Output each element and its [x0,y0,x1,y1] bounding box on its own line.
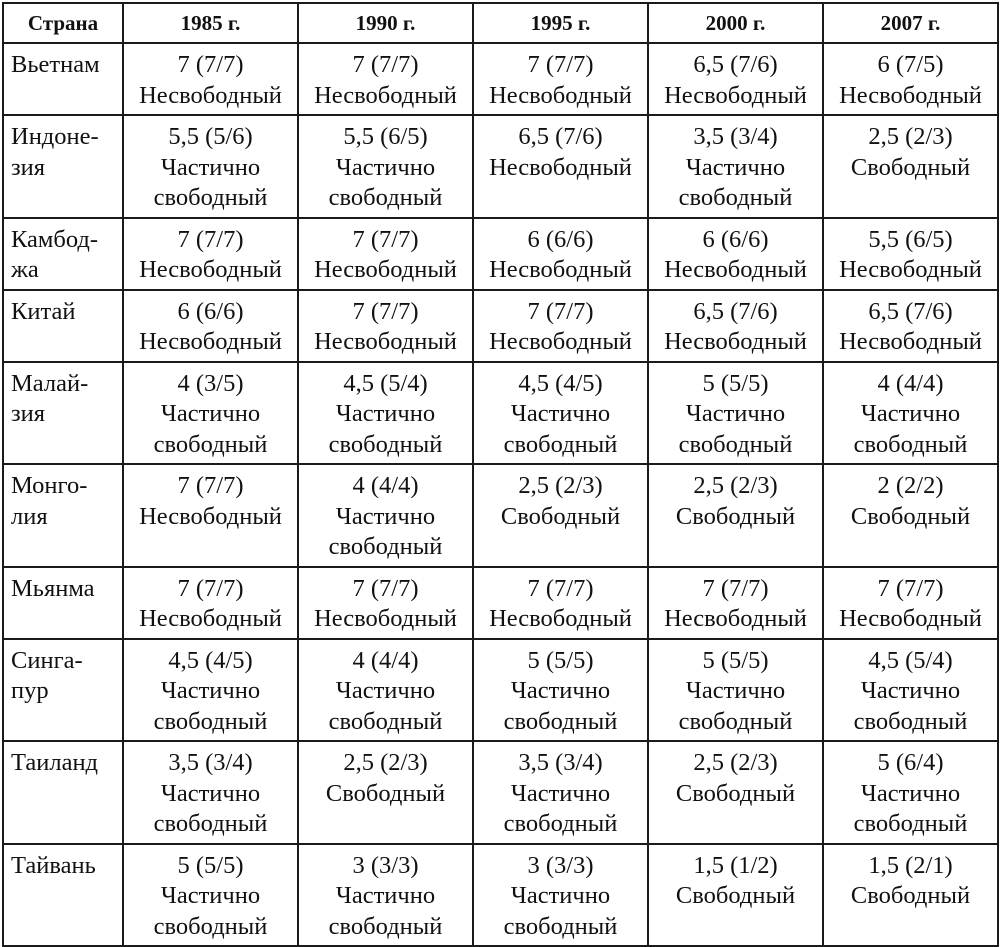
rating-cell [123,218,298,290]
rating-cell [123,741,298,844]
rating-score: 3,5 (3/4) [168,749,253,776]
rating-cell [648,115,823,218]
rating-status: Несвободный [489,256,632,283]
rating-status: Частично [860,779,961,807]
country-name-line: Тайвань [11,851,96,879]
rating-score: 4,5 (5/4) [343,369,428,397]
rating-status: свободный [153,184,268,211]
rating-cell [823,567,998,639]
rating-cell [823,464,998,567]
rating-cell [473,567,648,639]
rating-cell [123,115,298,218]
rating-score: 4,5 (4/5) [168,646,253,674]
rating-status: свободный [853,810,968,837]
rating-status: Частично [510,779,611,807]
rating-score: 2,5 (2/3) [343,749,428,776]
rating-score: 5 (5/5) [177,851,244,879]
country-cell [3,218,123,290]
rating-score: 4,5 (4/5) [518,369,603,397]
rating-status: Несвободный [839,328,982,355]
rating-status: свободный [678,707,793,735]
rating-status: Частично [335,677,436,704]
rating-status: Свободный [850,502,971,530]
rating-status: Свободный [675,502,796,530]
country-name-line: зия [11,400,46,427]
rating-cell [648,741,823,844]
rating-status: свободный [153,707,268,735]
rating-status: Несвободный [314,81,457,109]
rating-score: 1,5 (2/1) [868,851,953,879]
rating-cell [298,362,473,465]
rating-cell [123,639,298,742]
rating-status: Частично [685,400,786,427]
rating-cell [298,43,473,115]
table-row [3,741,998,844]
rating-cell [648,464,823,567]
freedom-ratings-table [2,2,999,947]
rating-cell [473,844,648,947]
rating-status: свободный [328,707,443,735]
rating-cell [298,290,473,362]
rating-status: Частично [335,153,436,181]
header-year-1985: 1985 г. [123,3,298,43]
country-name-line: Вьетнам [11,51,100,78]
rating-status: Частично [335,400,436,427]
rating-score: 5,5 (6/5) [868,225,953,253]
rating-status: свободный [853,430,968,458]
table-row [3,567,998,639]
rating-cell [823,741,998,844]
rating-score: 4,5 (5/4) [868,646,953,674]
country-name-line: жа [11,256,39,283]
header-year-2007: 2007 г. [823,3,998,43]
rating-score: 4 (4/4) [352,472,419,499]
rating-score: 6 (6/6) [702,225,769,253]
rating-score: 6,5 (7/6) [518,123,603,150]
rating-score: 1,5 (1/2) [693,851,778,879]
rating-cell [298,218,473,290]
rating-cell [823,290,998,362]
rating-score: 5 (5/5) [527,646,594,674]
header-year-2000: 2000 г. [648,3,823,43]
country-name-line: Синга- [11,646,83,674]
rating-status: Несвободный [839,81,982,109]
rating-status: свободный [328,912,443,940]
table-row [3,218,998,290]
rating-score: 7 (7/7) [177,225,244,253]
rating-score: 5 (5/5) [702,369,769,397]
rating-cell [823,218,998,290]
country-name-line: Мьянма [11,574,95,602]
rating-status: свободный [853,707,968,735]
rating-status: свободный [678,184,793,211]
rating-score: 2,5 (2/3) [868,123,953,150]
rating-cell [648,218,823,290]
rating-status: свободный [503,810,618,837]
table-row [3,362,998,465]
rating-status: свободный [328,533,443,560]
rating-status: свободный [503,707,618,735]
rating-cell [298,741,473,844]
rating-cell [123,844,298,947]
rating-status: Частично [860,400,961,427]
rating-score: 7 (7/7) [527,297,594,325]
rating-score: 2,5 (2/3) [518,472,603,499]
rating-cell [298,639,473,742]
table-body [3,43,998,946]
rating-status: Частично [510,400,611,427]
rating-status: свободный [328,430,443,458]
rating-cell [298,567,473,639]
rating-score: 2 (2/2) [877,472,944,499]
rating-cell [648,290,823,362]
rating-status: Несвободный [139,502,282,530]
country-cell [3,567,123,639]
rating-cell [473,218,648,290]
rating-score: 3,5 (3/4) [693,123,778,150]
rating-cell [648,43,823,115]
rating-status: Частично [160,400,261,427]
table-row [3,464,998,567]
rating-score: 7 (7/7) [352,574,419,602]
rating-status: Несвободный [664,605,807,632]
country-name-line: Монго- [11,472,88,499]
rating-status: Несвободный [314,256,457,283]
rating-cell [298,844,473,947]
rating-score: 5,5 (5/6) [168,123,253,150]
rating-status: Несвободный [139,328,282,355]
rating-score: 5 (5/5) [702,646,769,674]
rating-status: Свободный [325,779,446,807]
country-cell [3,362,123,465]
rating-status: Несвободный [489,153,632,181]
rating-score: 7 (7/7) [527,574,594,602]
rating-status: Несвободный [664,256,807,283]
rating-status: Частично [335,882,436,909]
rating-cell [473,639,648,742]
rating-cell [123,464,298,567]
country-name-line: Камбод- [11,225,99,253]
table-row [3,844,998,947]
rating-score: 6 (7/5) [877,51,944,78]
rating-status: Несвободный [139,256,282,283]
rating-status: Несвободный [139,605,282,632]
rating-cell [823,115,998,218]
rating-score: 6,5 (7/6) [693,51,778,78]
rating-status: Несвободный [839,256,982,283]
table-row [3,115,998,218]
rating-status: свободный [503,430,618,458]
country-name-line: пур [11,677,49,704]
rating-score: 7 (7/7) [702,574,769,602]
rating-status: Частично [510,677,611,704]
rating-score: 4 (3/5) [177,369,244,397]
rating-score: 7 (7/7) [352,297,419,325]
rating-status: Частично [510,882,611,909]
table-row [3,43,998,115]
rating-score: 7 (7/7) [352,51,419,78]
rating-status: Несвободный [314,328,457,355]
rating-score: 4 (4/4) [877,369,944,397]
rating-status: свободный [328,184,443,211]
rating-score: 6 (6/6) [527,225,594,253]
header-year-1995: 1995 г. [473,3,648,43]
rating-score: 2,5 (2/3) [693,749,778,776]
rating-status: Частично [335,502,436,530]
country-name-line: лия [11,502,48,530]
rating-status: Частично [160,779,261,807]
header-country: Страна [3,3,123,43]
rating-cell [473,43,648,115]
header-row [3,3,998,43]
rating-score: 7 (7/7) [877,574,944,602]
rating-status: Несвободный [489,81,632,109]
country-name-line: Индоне- [11,123,99,150]
rating-score: 5 (6/4) [877,749,944,776]
rating-status: Частично [860,677,961,704]
country-cell [3,639,123,742]
rating-status: Частично [685,677,786,704]
rating-cell [473,362,648,465]
country-cell [3,43,123,115]
rating-cell [648,639,823,742]
country-name-line: Малай- [11,369,89,397]
rating-cell [823,43,998,115]
rating-status: Несвободный [139,81,282,109]
rating-cell [123,290,298,362]
rating-score: 7 (7/7) [352,225,419,253]
rating-status: свободный [153,810,268,837]
rating-cell [648,844,823,947]
rating-cell [473,115,648,218]
rating-cell [648,362,823,465]
rating-status: Свободный [850,882,971,909]
header-year-1990: 1990 г. [298,3,473,43]
country-cell [3,741,123,844]
rating-cell [123,567,298,639]
country-cell [3,115,123,218]
rating-cell [123,362,298,465]
country-name-line: Китай [11,297,76,325]
table-header [3,3,998,43]
rating-status: Несвободный [314,605,457,632]
rating-score: 4 (4/4) [352,646,419,674]
rating-score: 3,5 (3/4) [518,749,603,776]
rating-status: Частично [160,153,261,181]
rating-cell [823,844,998,947]
rating-score: 7 (7/7) [177,472,244,499]
country-name-line: зия [11,153,46,181]
rating-cell [473,464,648,567]
rating-status: свободный [503,912,618,940]
rating-cell [298,115,473,218]
rating-status: Несвободный [489,605,632,632]
rating-score: 6 (6/6) [177,297,244,325]
rating-status: Несвободный [839,605,982,632]
rating-status: Свободный [675,779,796,807]
rating-cell [473,741,648,844]
rating-cell [298,464,473,567]
rating-status: Свободный [675,882,796,909]
rating-status: Несвободный [489,328,632,355]
rating-cell [123,43,298,115]
table-row [3,639,998,742]
rating-score: 6,5 (7/6) [868,297,953,325]
rating-score: 7 (7/7) [177,574,244,602]
rating-status: свободный [153,430,268,458]
country-cell [3,464,123,567]
rating-status: свободный [153,912,268,940]
rating-cell [823,362,998,465]
country-cell [3,844,123,947]
rating-status: Несвободный [664,328,807,355]
rating-score: 7 (7/7) [527,51,594,78]
country-name-line: Таиланд [11,749,99,776]
rating-status: Частично [685,153,786,181]
rating-score: 6,5 (7/6) [693,297,778,325]
rating-cell [473,290,648,362]
rating-status: Свободный [850,153,971,181]
rating-score: 5,5 (6/5) [343,123,428,150]
rating-score: 3 (3/3) [352,851,419,879]
rating-cell [823,639,998,742]
rating-status: Частично [160,882,261,909]
rating-status: Несвободный [664,81,807,109]
table-row [3,290,998,362]
country-cell [3,290,123,362]
rating-status: свободный [678,430,793,458]
rating-status: Частично [160,677,261,704]
rating-score: 2,5 (2/3) [693,472,778,499]
rating-status: Свободный [500,502,621,530]
rating-score: 7 (7/7) [177,51,244,78]
rating-cell [648,567,823,639]
rating-score: 3 (3/3) [527,851,594,879]
